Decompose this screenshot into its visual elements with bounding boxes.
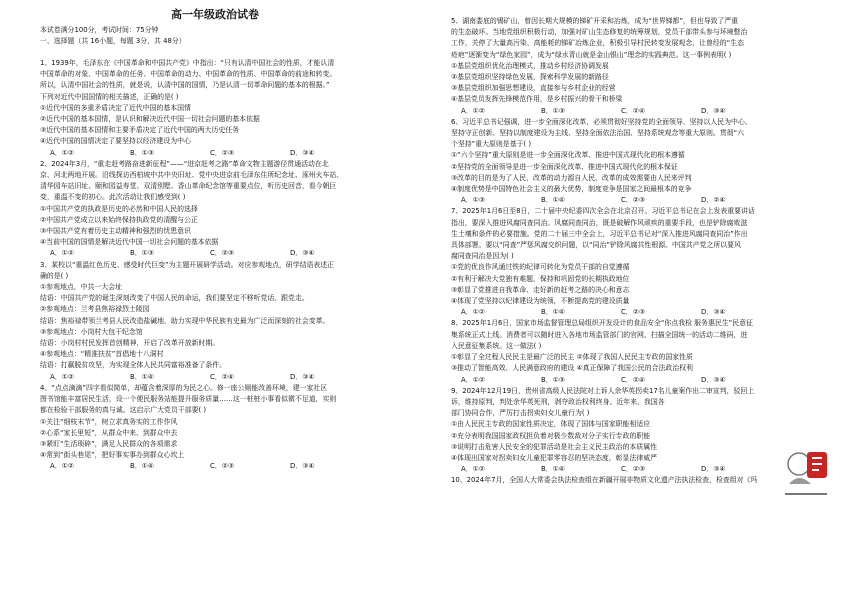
answer-choices	[40, 248, 432, 259]
text-line: 集系统正式上线。消费者可以随时进入各地市场监管部门的官网，扫描全国统一的活动二维码，进	[451, 330, 748, 339]
text-line: 都在检验干部服务的真与诚。这启示广大党员干部要( )	[40, 406, 207, 415]
option-line: ①近代中国的多重矛盾决定了近代中国的基本国情	[40, 103, 191, 112]
left-column	[40, 58, 432, 473]
answer-choices	[451, 307, 832, 318]
text-line: 工作，关停了大量高污染、高能耗的锑矿冶炼企业，积极引导村民转变发展观念，让曾经的“生态	[451, 39, 744, 48]
choice-a: A．①②	[50, 462, 74, 471]
option-line: ②有利于解决大党独有难题，保持和巩固党的长期执政地位	[451, 274, 630, 283]
choice-b: B．①③	[541, 375, 565, 384]
choice-b: B．①④	[541, 465, 565, 474]
option-line: 结语：打赢脱贫攻坚，为实现全体人民共同富裕准备了条件。	[40, 361, 227, 370]
choice-d: D．③④	[290, 148, 315, 157]
text-line: 清华园车站旧址、颐和园益寿堂、双清别墅、香山革命纪念馆等重要点位，听历史回音，看今朝巨	[40, 182, 337, 191]
text-line: 中国革命的对象、中国革命的任务、中国革命的动力、中国革命的性质、中国革命的前途和转变。	[40, 70, 337, 79]
text-line: 下列对近代中国国情的相关描述，正确的是( )	[40, 92, 179, 101]
text-line: 6、习近平总书记强调，进一步全面深化改革，必须贯彻好坚持党的全面领导、坚持以人民为中心、	[451, 117, 752, 126]
choice-c: C．②③	[621, 465, 646, 474]
answer-choices	[40, 372, 432, 383]
question-8	[451, 318, 832, 385]
right-column	[451, 16, 832, 487]
question-3	[40, 260, 432, 383]
option-line: ②近代中国的基本国情，是认识和解决近代中国一切社会问题的基本依据	[40, 115, 260, 124]
text-line: 确的是( )	[40, 271, 69, 280]
text-line: 3、某校以“重温红色历史、感受时代巨变”为主题开展研学活动。对应参观地点，研学结语表述正	[40, 260, 335, 269]
option-line: ①关注“细枝末节”，树立求真务实的工作作风	[40, 417, 178, 426]
choice-d: D．③④	[701, 465, 726, 474]
meta-line: 本试卷满分100分，考试时间：75分钟	[40, 26, 159, 34]
option-line: ②参观地点：兰考县焦裕禄烈士陵园	[40, 305, 150, 314]
option-line: ③说明打击危害人民安全的犯罪活动是社会主义民主政治的本质属性	[451, 442, 658, 451]
choice-a: A．①③	[461, 196, 485, 205]
answer-choices	[40, 461, 432, 472]
choice-c: C．②③	[210, 148, 235, 157]
option-line: ②心系“家长里短”，从群众中来、到群众中去	[40, 428, 178, 437]
option-line: ④体现了党坚持以纪律建设为统领，不断提高党的建设质量	[451, 297, 630, 306]
text-line: 部门协同合作，严厉打击拐卖妇女儿童行为( )	[451, 409, 590, 418]
choice-c: C．②③	[210, 462, 235, 471]
option-line: ①党的优良作风通过铁的纪律可转化为党员干部的自觉遵循	[451, 263, 630, 272]
choice-b: B．①③	[130, 148, 154, 157]
option-line: ④参观地点：“精准扶贫”首倡地十八洞村	[40, 350, 164, 359]
text-line: 9、2024年12月19日，贵州省高级人民法院对上诉人余华英拐卖17名儿童案作出二审宣判，驳回上	[451, 386, 755, 395]
cartoon-illustration-icon	[777, 444, 835, 502]
choice-c: C．②③	[621, 196, 646, 205]
option-line: ④体现出国家对拐卖妇女儿童犯罪零容忍的坚决态度，彰显法律威严	[451, 453, 658, 462]
answer-choices	[451, 464, 832, 475]
section-heading: 一、选择题（共 16小题，每题 3分，共 48分）	[40, 37, 186, 45]
text-line: 具体部署。要以“同查”严惩风腐交织问题，以“同治”铲除风腐共性根源。中国共产党之所以要风	[451, 241, 741, 250]
choice-d: D．③④	[290, 249, 315, 258]
option-line: ③中国共产党有着历史主动精神和强烈的忧患意识	[40, 227, 191, 236]
question-1	[40, 58, 432, 159]
choice-b: B．①④	[130, 372, 154, 381]
choice-d: D．③④	[701, 308, 726, 317]
question-4	[40, 383, 432, 473]
text-line: 腐同查同治是因为( )	[451, 252, 514, 261]
text-line: 坚持守正创新、坚持以制度建设为主线、坚持全面依法治国、坚持系统观念等重大原则。贯彻“六	[451, 129, 744, 138]
question-2	[40, 159, 432, 260]
text-line: 4、“点点滴滴”四字看似简单，却蕴含着深厚的为民之心。修一座公厕能改善环境，建一家社区	[40, 383, 328, 392]
choice-d: D．②④	[701, 196, 726, 205]
option-line: ①“六个坚持”重大原则是进一步全面深化改革、推进中国式现代化的根本遵循	[451, 151, 685, 160]
option-line: ①中国共产党的执政是历史的必然和中国人民的选择	[40, 204, 198, 213]
option-line: ③近代中国的基本国情和主要矛盾决定了近代中国的两大历史任务	[40, 126, 240, 135]
option-line: ③推动了智能高效、人民满意政府的建设 ④真正保障了我国公民的合法政治权利	[451, 364, 693, 373]
answer-choices	[40, 148, 432, 159]
option-line: ③基层党组织加强思想建设，直接参与乡村企业的经营	[451, 84, 616, 93]
option-line: ④常到“街头巷尾”，把好事实事办到群众心坎上	[40, 451, 185, 460]
choice-c: C．②③	[210, 249, 235, 258]
option-line: ①参观地点，中共一大会址	[40, 283, 122, 292]
choice-d: D．③④	[701, 106, 726, 115]
option-line: ④当前中国的国情是解决近代中国一切社会问题的基本依据	[40, 238, 219, 247]
option-line: ④基层党员发挥先锋模范作用，是乡村振兴的骨干和桥梁	[451, 95, 623, 104]
text-line: 7、2025年1月6日至8日，二十届中央纪委四次全会在北京召开。习近平总书记在会上发表重要讲话	[451, 207, 755, 216]
choice-b: B．①④	[130, 462, 154, 471]
question-10	[451, 475, 832, 486]
choice-c: C．②④	[621, 375, 646, 384]
choice-a: A．①②	[50, 249, 74, 258]
choice-b: B．①③	[541, 106, 565, 115]
option-line: ②中国共产党成立以来始终保持执政党的清醒与公正	[40, 215, 198, 224]
text-line: 变，重温不变的初心。此次活动让我们感受到( )	[40, 193, 186, 202]
text-line: 8、2025年1月6日，国家市场监督管理总局组织开发设计的食品安全“你点我检 服务惠民生”民意征	[451, 319, 753, 328]
choice-c: C．②④	[621, 106, 646, 115]
option-line: ①由人民民主专政的国家性质决定，体现了国体与国家职能相适应	[451, 420, 651, 429]
page-title: 高一年级政治试卷	[171, 8, 259, 21]
option-line: ①彰显了全过程人民民主是最广泛的民主 ②体现了我国人民民主专政的国家性质	[451, 353, 693, 362]
text-line: 诉，维持原判，判处余华英死刑，剥夺政治权利终身。近年来，我国各	[451, 397, 665, 406]
text-line: 的生态破坏。当地党组织积极行动，加强对矿山生态修复的统筹规划，党员干部带头参与环境整治	[451, 28, 748, 37]
answer-choices	[451, 195, 832, 206]
choice-b: B．①④	[541, 308, 565, 317]
choice-a: A．①②	[461, 106, 485, 115]
option-line: ③彰显了党推进自我革命、走好新的赶考之路的决心和意志	[451, 285, 630, 294]
choice-b: B．①④	[541, 196, 565, 205]
option-line: ③改革的目的是为了人民，改革的动力源自人民，改革的成效需要由人民来评判	[451, 173, 692, 182]
question-7	[451, 206, 832, 318]
choice-a: A．①②	[461, 465, 485, 474]
option-line: ②充分表明我国国家政权担负着对极少数敌对分子实行专政的职能	[451, 431, 651, 440]
choice-c: C．②④	[210, 372, 235, 381]
answer-choices	[451, 106, 832, 117]
text-line: 生土壤和条件的必要措施。党的二十届三中全会上，习近平总书记对“深入推进风腐同查同治”作出	[451, 229, 748, 238]
text-line: 5、湖南娄底的锡矿山，曾因长期大规模的锑矿开采和冶炼，成为“世界锑都”，但也导致了严重	[451, 17, 739, 25]
choice-d: D．③④	[701, 375, 726, 384]
text-line: 10、2024年7月，全国人大常委会执法检查组在新疆开展非物质文化遗产法执法检查，检查组对《玛	[451, 476, 758, 485]
text-line: 1、1939年，毛泽东在《中国革命和中国共产党》中指出：“只有认清中国社会的性质，才能认清	[40, 59, 335, 67]
option-line: 结语：小岗村村民发挥首创精神，开启了改革开放新时期。	[40, 339, 220, 348]
text-line: 所以，认清中国社会的性质，就是说，认清中国的国情，乃是认清一切革命问题的基本的根据。”	[40, 81, 330, 90]
question-6	[451, 117, 832, 207]
choice-b: B．①③	[130, 249, 154, 258]
option-line: ④近代中国的国情决定了要坚持以经济建设为中心	[40, 137, 191, 146]
choice-d: D．③④	[290, 372, 315, 381]
choice-a: A．①②	[461, 308, 485, 317]
option-line: ③紧盯“生活琐碎”，满足人民群众的各项需求	[40, 439, 178, 448]
option-line: ②坚持党的全面领导是进一步全面深化改革、推进中国式现代化的根本保证	[451, 162, 678, 171]
text-line: 2、2024年3月，“重走赶考路奋进新征程”——“进京赶考之路”革命文物主题游径贯通活动在北	[40, 159, 329, 168]
text-line: 指出，要深入推进风腐同查同治。风腐同查同治，既是破解作风顽疾的重要手段，也是铲除腐败滋	[451, 218, 748, 227]
text-line: 疮疤”逐渐变为“绿色家园”，成为“绿水青山就是金山银山”理念的实践典范。这一事例表明( )	[451, 50, 732, 59]
text-line: 入民意征集系统。这一做法( )	[451, 341, 542, 350]
option-line: ③参观地点：小岗村大包干纪念馆	[40, 327, 143, 336]
option-line: ④制度优势是中国特色社会主义的最大优势，制度竞争是国家之间最根本的竞争	[451, 185, 692, 194]
question-9	[451, 386, 832, 476]
text-line: 京、河北两地开展。沿线探访西柏坡中共中央旧址、党中央进京前毛泽东住所纪念址、涿州火车站、	[40, 171, 344, 180]
choice-a: A．①②	[50, 148, 74, 157]
option-line: 结语：焦裕禄带领兰考县人民改造盐碱地，助力实现中华民族有史最为广泛而深刻的社会变革。	[40, 316, 330, 325]
text-line: 图书馆能丰富居民生活，设一个便民服务站能提升服务质量……这一桩桩小事看似微不足道，实则	[40, 395, 337, 404]
question-5	[451, 16, 832, 117]
answer-choices	[451, 375, 832, 386]
choice-d: D．③④	[290, 462, 315, 471]
text-line: 个坚持”重大原则是基于( )	[451, 140, 532, 149]
choice-c: C．②③	[621, 308, 646, 317]
choice-a: A．①②	[50, 372, 74, 381]
exam-meta	[40, 25, 186, 47]
option-line: 结语：中国共产党的诞生深刻改变了中国人民的命运，我们要坚定不移听党话、跟党走。	[40, 294, 309, 303]
option-line: ②基层党组织坚持绿色发展，探索科学发展的新路径	[451, 73, 609, 82]
choice-a: A．①②	[461, 375, 485, 384]
option-line: ①基层党组织优化治理模式，推动乡村经济协调发展	[451, 61, 609, 70]
